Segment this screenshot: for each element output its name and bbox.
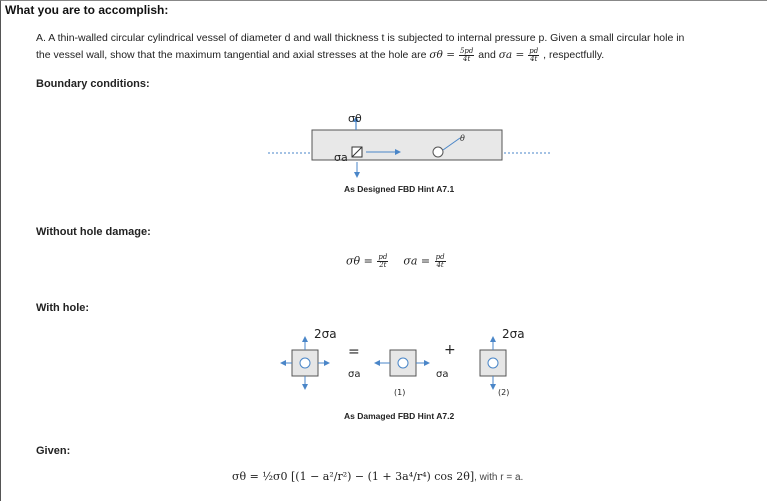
equals-sign: = <box>348 344 360 360</box>
theta-symbol: θ <box>460 134 465 143</box>
sigma-a-mid: σa <box>348 369 361 380</box>
sigma-theta-symbol: σθ <box>348 112 362 125</box>
label-2: (2) <box>498 388 510 397</box>
page-heading: What you are to accomplish: <box>5 3 169 17</box>
no-hole-equations: σθ = $\frac{pd}{2t}$ σa = $\frac{pd}{4t}$ <box>346 253 445 269</box>
as-damaged-fbd-figure <box>270 322 530 402</box>
given-tail: , with r = a. <box>474 472 524 483</box>
with-hole-label: With hole: <box>36 302 90 314</box>
plus-sign: + <box>444 342 456 358</box>
fig1-caption: As Designed FBD Hint A7.1 <box>344 184 455 194</box>
sigma-theta-label: σθ = <box>429 49 456 61</box>
sigma-a-label: σa = <box>498 49 525 61</box>
problem-line-2: the vessel wall, show that the maximum tangential and axial stresses at the hole are σθ = $\frac{5pd}{4t}$ and σa = $\frac{pd}{4t}$ , respectfully. <box>36 46 605 63</box>
without-hole-label: Without hole damage: <box>36 226 151 238</box>
problem-statement <box>36 30 766 64</box>
given-equation <box>232 470 523 483</box>
given-label: Given: <box>36 445 71 457</box>
fig2-caption: As Damaged FBD Hint A7.2 <box>344 411 455 421</box>
problem-line-1: A. A thin-walled circular cylindrical vessel of diameter d and wall thickness t is subjected to internal pressure p. Given a small circular hole in <box>36 32 685 44</box>
sigma-a-right: σa <box>436 369 449 380</box>
label-1: (1) <box>394 388 406 397</box>
given-formula: σθ = ½σ0 [(1 − a²/r²) − (1 + 3a⁴/r⁴) cos 2θ] <box>232 470 475 483</box>
boundary-conditions-label: Boundary conditions: <box>36 78 150 90</box>
hole-circle <box>433 147 443 157</box>
sigma-theta-fraction: $\frac{5pd}{4t}$ <box>459 46 474 63</box>
sigma-a-symbol: σa <box>334 151 348 164</box>
two-sigma-a-left: 2σa <box>314 327 337 341</box>
sigma-a-fraction: $\frac{pd}{4t}$ <box>529 46 539 63</box>
two-sigma-a-right: 2σa <box>502 327 525 341</box>
